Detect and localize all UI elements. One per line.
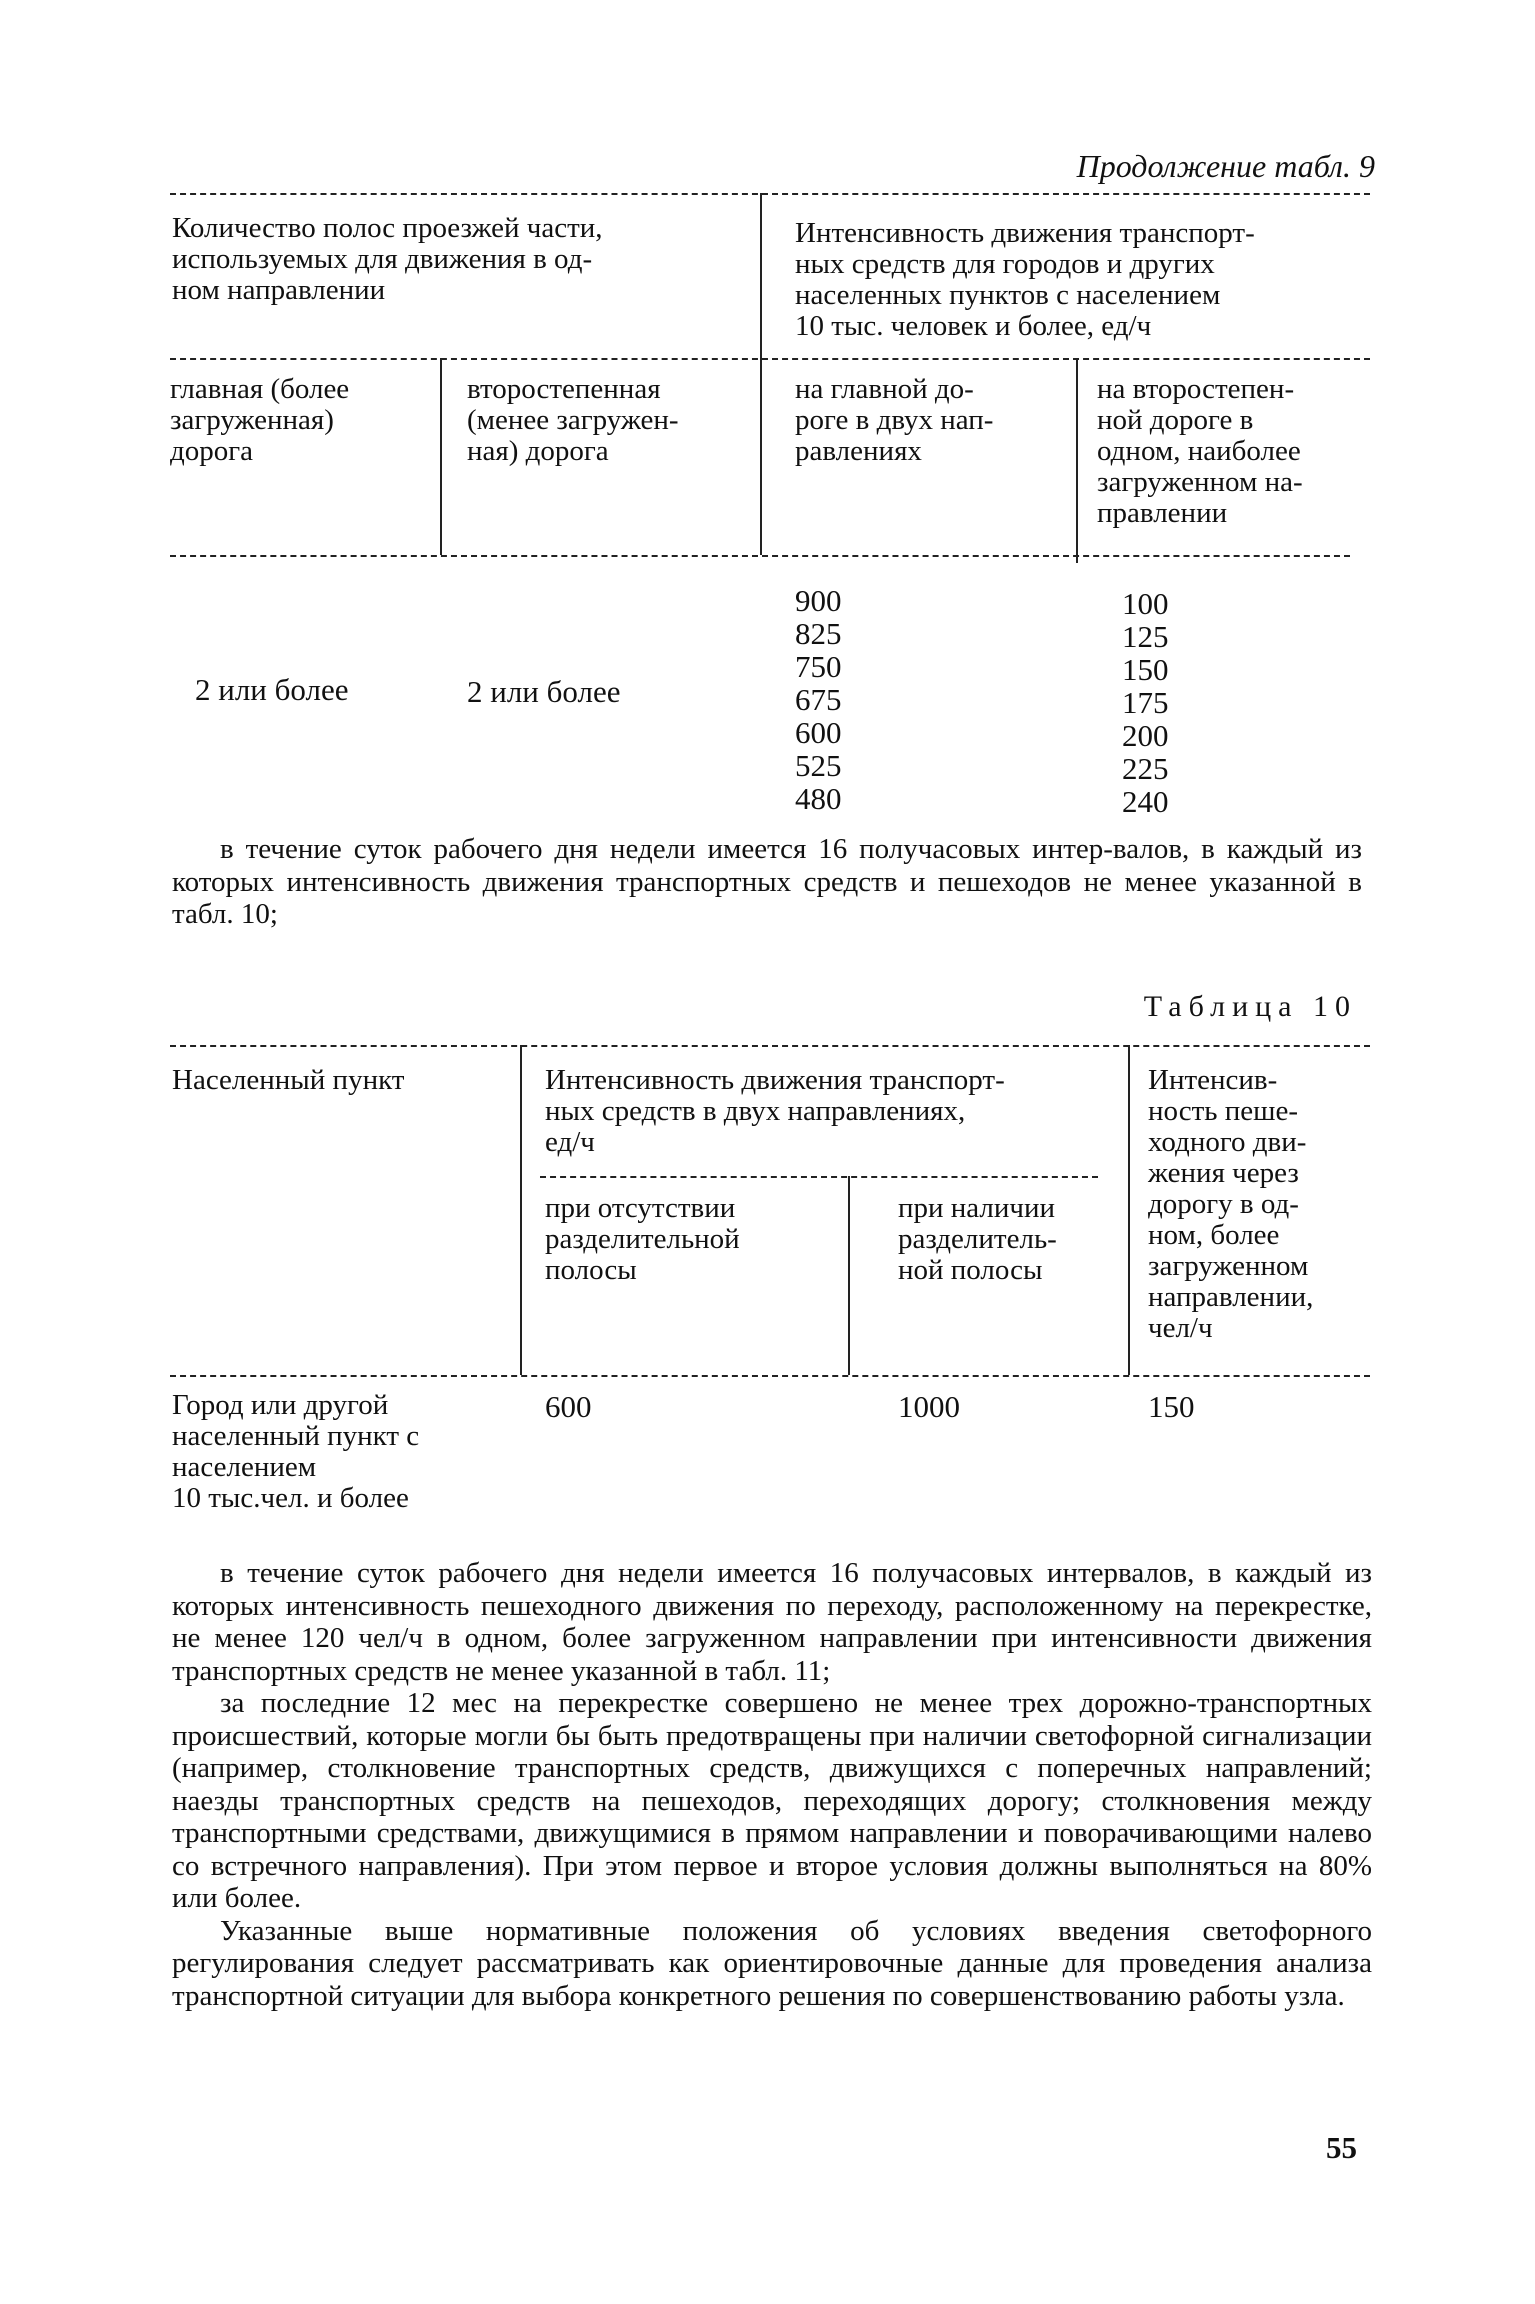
table9-head-left: Количество полос проезжей части, используемых для движения в од- ном направлении <box>172 212 603 306</box>
table10-row-with-strip: 1000 <box>898 1389 960 1424</box>
table9-row-secondary-lanes: 2 или более <box>467 674 621 709</box>
secondary-value: 175 <box>1122 685 1169 720</box>
paragraph-2: в течение суток рабочего дня недели имеется 16 получасовых интервалов, в каждый из которых интенсивность пешеходного движения по переходу, расположенному на перекрестке, не менее 120 чел/ч в одном, более загруженном направлении при интенсивности движения транспортных средств не менее указанной в табл. 11; <box>172 1557 1372 1687</box>
table10-sub-rule <box>540 1176 1098 1178</box>
secondary-value: 225 <box>1122 751 1169 786</box>
table9-top-rule <box>170 193 1370 195</box>
table9-sub-main-both: на главной до- роге в двух нап- равлениях <box>795 373 994 467</box>
secondary-value: 240 <box>1122 784 1169 819</box>
main-value: 750 <box>795 649 842 684</box>
table9-sub-main-road: главная (более загруженная) дорога <box>170 373 350 467</box>
paragraph-1 <box>172 833 1362 931</box>
table10-head-vehicles: Интенсивность движения транспорт- ных средств в двух направлениях, ед/ч <box>545 1064 1005 1158</box>
table9-divider-right <box>1076 358 1078 563</box>
table9-divider-main <box>760 193 762 555</box>
table9-body-rule <box>170 555 1350 557</box>
main-value: 600 <box>795 715 842 750</box>
table10-divider-settlement <box>520 1045 522 1375</box>
paragraph-3: за последние 12 мес на перекрестке совершено не менее трех дорожно-транспортных происшествий, которые могли бы быть предотвращены при наличии светофорной сигнализации (например, столкновение транспортных средств, движущихся с поперечных направлений; наезды транспортных средств на пешеходов, переходящих дорогу; столкновения между транспортными средствами, движущимися в прямом направлении и поворачивающими налево со встречного направления). При этом первое и второе условия должны выполняться на 80% или более. <box>172 1687 1372 1914</box>
table10-caption: Таблица 10 <box>1143 990 1357 1023</box>
table10-sub-with-strip: при наличии разделитель- ной полосы <box>898 1192 1057 1286</box>
main-value: 675 <box>795 682 842 717</box>
table10-divider-pedestrians <box>1128 1045 1130 1375</box>
table9-head-right: Интенсивность движения транспорт- ных средств для городов и других населенных пунктов с населением 10 тыс. человек и более, ед/ч <box>795 217 1255 342</box>
table9-sub-secondary-road: второстепенная (менее загружен- ная) дорога <box>467 373 679 467</box>
table10-row-settlement: Город или другой населенный пункт с населением 10 тыс.чел. и более <box>172 1389 420 1514</box>
table10-row-pedestrians: 150 <box>1148 1389 1195 1424</box>
table9-caption: Продолжение табл. 9 <box>1076 148 1375 184</box>
table9-secondary-values <box>1122 587 1169 818</box>
body-text <box>172 1557 1372 2012</box>
page-number: 55 <box>1326 2130 1357 2165</box>
table10-row-without-strip: 600 <box>545 1389 592 1424</box>
table9-main-values <box>795 584 842 815</box>
table9-row-main-lanes: 2 или более <box>195 672 349 707</box>
secondary-value: 125 <box>1122 619 1169 654</box>
table10-head-pedestrians: Интенсив- ность пеше- ходного дви- жения через дорогу в од- ном, более загруженном направлении, чел/ч <box>1148 1064 1314 1344</box>
table9-divider-left <box>440 358 442 555</box>
table10-body-rule <box>170 1375 1370 1377</box>
paragraph-1-text: в течение суток рабочего дня недели имеется 16 получасовых интер-валов, в каждый из которых интенсивность движения транспортных средств и пешеходов не менее указанной в табл. 10; <box>172 833 1362 930</box>
table9-mid-rule <box>170 358 1370 360</box>
secondary-value: 200 <box>1122 718 1169 753</box>
table9-sub-secondary-one: на второстепен- ной дороге в одном, наиболее загруженном на- правлении <box>1097 373 1303 529</box>
main-value: 825 <box>795 616 842 651</box>
paragraph-4: Указанные выше нормативные положения об условиях введения светофорного регулирования следует рассматривать как ориентировочные данные для проведения анализа транспортной ситуации для выбора конкретного решения по совершенствованию работы узла. <box>172 1914 1372 2012</box>
table10-divider-strip <box>848 1176 850 1375</box>
table10-top-rule <box>170 1045 1370 1047</box>
main-value: 480 <box>795 781 842 816</box>
secondary-value: 150 <box>1122 652 1169 687</box>
table10-head-settlement: Населенный пункт <box>172 1064 405 1096</box>
main-value: 525 <box>795 748 842 783</box>
main-value: 900 <box>795 583 842 618</box>
table10-sub-without-strip: при отсутствии разделительной полосы <box>545 1192 740 1286</box>
secondary-value: 100 <box>1122 586 1169 621</box>
